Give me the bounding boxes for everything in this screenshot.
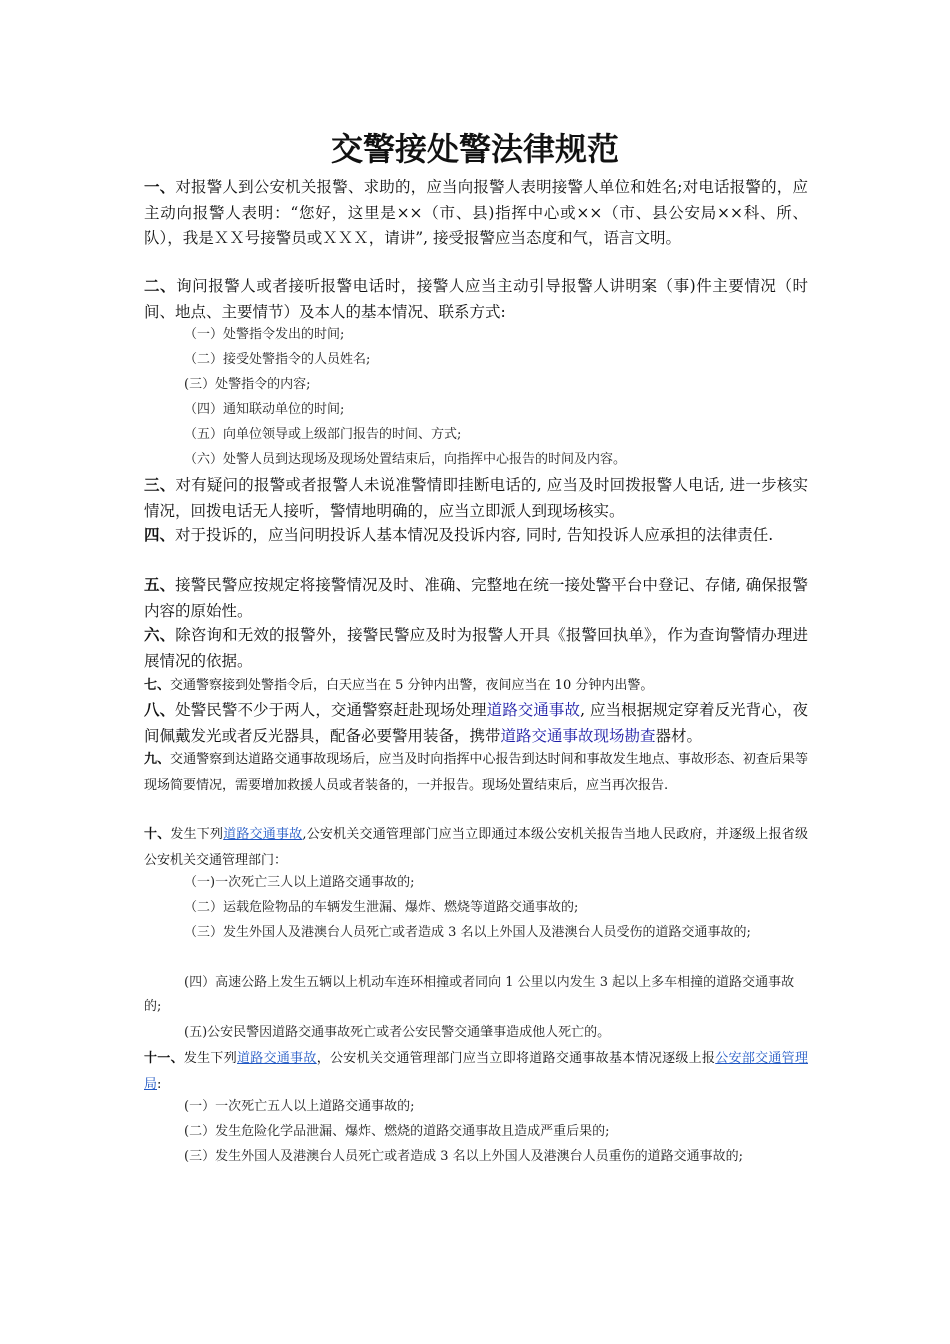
paragraph-text: 对报警人到公安机关报警、求助的，应当向报警人表明接警人单位和姓名;对电话报警的，应主动向报警人表明：“您好，这里是××（市、县)指挥中心或××（市、县公安局××科、所、队），我是ＸＸ号接警员或ＸＸＸ，请讲”, 接受报警应当态度和气，语言文明。 — [144, 178, 808, 247]
list-item: （五）向单位领导或上级部门报告的时间、方式; — [184, 427, 462, 442]
paragraph-9 — [144, 747, 808, 798]
section-number: 八、 — [144, 701, 176, 719]
section-number: 四、 — [144, 526, 176, 544]
paragraph-text: 器材。 — [655, 726, 703, 745]
paragraph-text: : — [157, 1076, 162, 1092]
paragraph-text: , 应当根据规定穿着反光背心，夜间佩戴发光或者反光器具，配备必要警用装备，携带 — [144, 701, 808, 745]
list-item: (五)公安民警因道路交通事故死亡或者公安民警交通肇事造成他人死亡的。 — [184, 1025, 611, 1040]
list-item: （三）发生外国人及港澳台人员死亡或者造成 3 名以上外国人及港澳台人员受伤的道路交通事故的; — [184, 925, 751, 940]
paragraph-text: 交通警察接到处警指令后，白天应当在 5 分钟内出警，夜间应当在 10 分钟内出警。 — [170, 678, 654, 693]
paragraph-text: 处警民警不少于两人，交通警察赶赴现场处理 — [175, 701, 487, 719]
list-item: （一)一次死亡三人以上道路交通事故的; — [184, 875, 415, 890]
paragraph-2 — [144, 274, 808, 325]
list-item: (一）一次死亡五人以上道路交通事故的; — [184, 1099, 415, 1114]
paragraph-7 — [144, 673, 808, 699]
paragraph-text: 对于投诉的，应当问明投诉人基本情况及投诉内容, 同时, 告知投诉人应承担的法律责任. — [175, 526, 774, 544]
list-item: （二）接受处警指令的人员姓名; — [184, 352, 371, 367]
paragraph-text: 除咨询和无效的报警外，接警民警应及时为报警人开具《报警回执单》，作为查询警情办理进展情况的依据。 — [144, 626, 808, 670]
list-item: （二）运载危险物品的车辆发生泄漏、爆炸、燃烧等道路交通事故的; — [184, 900, 579, 915]
paragraph-text: 发生下列 — [170, 827, 224, 842]
road-accident-link[interactable]: 道路交通事故 — [223, 827, 303, 842]
paragraph-text: ,公安机关交通管理部门应当立即通过本级公安机关报告当地人民政府，并逐级上报省级公安机关交通管理部门： — [144, 827, 808, 868]
section-number: 三、 — [144, 476, 176, 494]
list-item: (三）发生外国人及港澳台人员死亡或者造成 3 名以上外国人及港澳台人员重伤的道路交通事故的; — [184, 1149, 743, 1164]
paragraph-text: 发生下列 — [183, 1051, 237, 1066]
paragraph-5 — [144, 573, 808, 624]
paragraph-text: 对有疑问的报警或者报警人未说准警情即挂断电话的, 应当及时回拨报警人电话, 进一步核实情况，回拨电话无人接听，警情地明确的，应当立即派人到现场核实。 — [144, 476, 808, 520]
section-number: 五、 — [144, 576, 176, 594]
list-item: (三）处警指令的内容; — [184, 377, 311, 392]
paragraph-3 — [144, 473, 808, 524]
paragraph-1 — [144, 175, 808, 252]
list-item: （六）处警人员到达现场及现场处置结束后，向指挥中心报告的时间及内容。 — [184, 452, 627, 467]
section-number: 九、 — [144, 752, 171, 767]
list-item: （一）处警指令发出的时间; — [184, 327, 345, 342]
list-item: (二）发生危险化学品泄漏、爆炸、燃烧的道路交通事故且造成严重后果的; — [184, 1124, 610, 1139]
road-accident-link[interactable]: 道路交通事故 — [237, 1051, 317, 1066]
list-item: (四）高速公路上发生五辆以上机动车连环相撞或者同向 1 公里以内发生 3 起以上多车相撞的道路交通事故的; — [144, 975, 795, 1014]
paragraph-text: 接警民警应按规定将接警情况及时、准确、完整地在统一接处警平台中登记、存储, 确保报警内容的原始性。 — [144, 576, 808, 620]
section-number: 十一、 — [144, 1051, 184, 1066]
section-number: 七、 — [144, 678, 171, 693]
section-number: 六、 — [144, 626, 176, 644]
list-item: （四）通知联动单位的时间; — [184, 402, 345, 417]
document-title: 交警接处警法律规范 — [330, 130, 619, 168]
paragraph-10 — [144, 822, 808, 873]
paragraph-8 — [144, 698, 808, 749]
section-number: 二、 — [144, 277, 177, 295]
paragraph-text: 询问报警人或者接听报警电话时，接警人应当主动引导报警人讲明案（事)件主要情况（时间、地点、主要情节）及本人的基本情况、联系方式: — [144, 277, 808, 321]
paragraph-text: ，公安机关交通管理部门应当立即将道路交通事故基本情况逐级上报 — [316, 1051, 716, 1066]
section-number: 十、 — [144, 827, 171, 842]
paragraph-4 — [144, 523, 808, 549]
paragraph-11 — [144, 1046, 808, 1097]
paragraph-6 — [144, 623, 808, 674]
traffic-bureau-link[interactable]: 公安部交通管理局 — [144, 1051, 808, 1092]
section-number: 一、 — [144, 178, 176, 196]
road-accident-link[interactable]: 道路交通事故 — [486, 701, 581, 719]
accident-scene-survey-link[interactable]: 道路交通事故现场勘查 — [500, 726, 656, 745]
paragraph-text: 交通警察到达道路交通事故现场后，应当及时向指挥中心报告到达时间和事故发生地点、事故形态、初查后果等现场简要情况，需要增加救援人员或者装备的，一并报告。现场处置结束后，应当再次报告. — [144, 752, 808, 793]
